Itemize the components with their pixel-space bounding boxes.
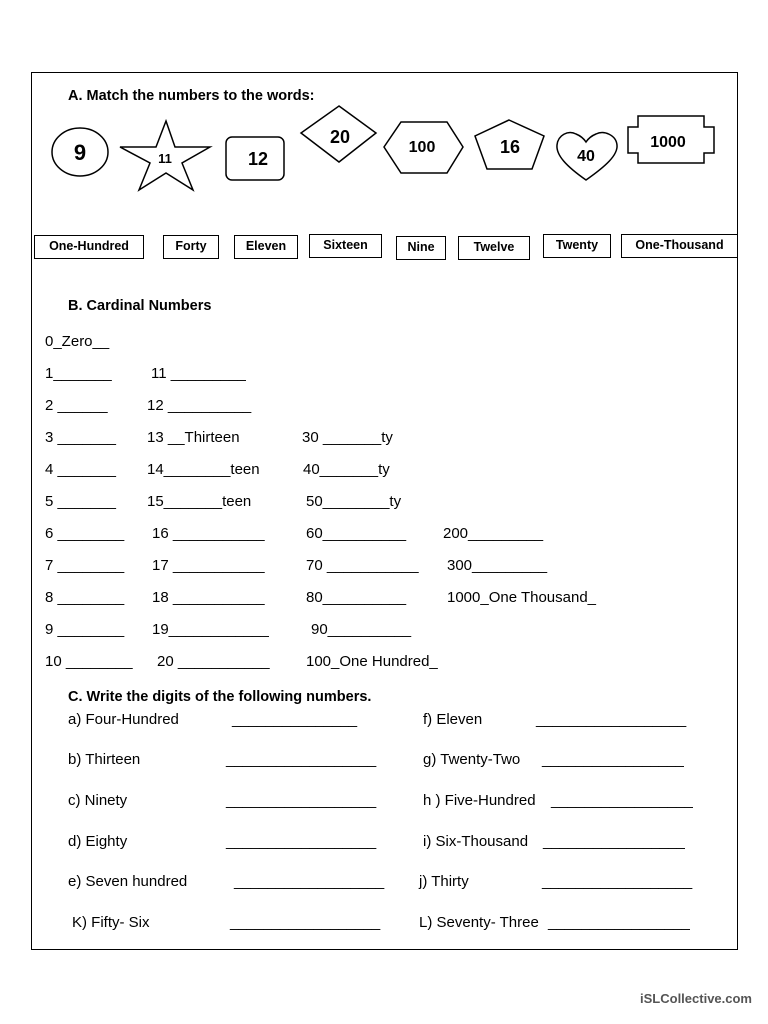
cardinal-line: 40_______ty xyxy=(303,461,390,478)
shape-label: 20 xyxy=(329,127,351,147)
word-box: Twenty xyxy=(543,234,611,258)
digit-item-label: g) Twenty-Two xyxy=(423,751,521,768)
cardinal-line: 50________ty xyxy=(306,493,402,510)
cardinal-line: 70 ___________ xyxy=(306,557,419,574)
cardinal-line: 9 ________ xyxy=(45,621,125,638)
cardinal-line: 1_______ xyxy=(45,365,112,382)
oval-icon xyxy=(52,128,108,176)
cardinal-line: 16 ___________ xyxy=(152,525,265,542)
cardinal-line: 17 ___________ xyxy=(152,557,265,574)
number-shapes xyxy=(0,0,768,200)
digit-item-label: b) Thirteen xyxy=(68,751,141,768)
shape-label: 12 xyxy=(247,149,269,169)
shape-label: 11 xyxy=(158,151,172,166)
shape-label: 40 xyxy=(577,148,595,165)
cardinal-line: 12 __________ xyxy=(147,397,252,414)
answer-blank: _________________ xyxy=(542,751,684,768)
cardinal-line: 30 _______ty xyxy=(302,429,393,446)
cardinal-line: 200_________ xyxy=(443,525,544,542)
answer-blank: __________________ xyxy=(226,792,377,809)
cardinal-line: 3 _______ xyxy=(45,429,116,446)
shape-label: 9 xyxy=(73,140,87,165)
word-box: Forty xyxy=(163,235,219,259)
watermark[interactable]: iSLCollective.com xyxy=(640,991,752,1006)
star-icon xyxy=(120,121,210,190)
answer-blank: __________________ xyxy=(230,914,381,931)
cardinal-line: 10 ________ xyxy=(45,653,133,670)
cardinal-line: 19____________ xyxy=(152,621,269,638)
cardinal-line: 2 ______ xyxy=(45,397,108,414)
hexagon-icon xyxy=(384,122,463,173)
cardinal-line: 0_Zero__ xyxy=(45,333,110,350)
word-box: Sixteen xyxy=(309,234,382,258)
answer-blank: __________________ xyxy=(542,873,693,890)
word-box: Eleven xyxy=(234,235,298,259)
cardinal-line: 100_One Hundred_ xyxy=(306,653,438,670)
cardinal-line: 5 _______ xyxy=(45,493,116,510)
cardinal-line: 18 ___________ xyxy=(152,589,265,606)
answer-blank: __________________ xyxy=(226,751,377,768)
digit-item-label: d) Eighty xyxy=(68,833,128,850)
cardinal-line: 1000_One Thousand_ xyxy=(447,589,597,606)
word-box: Twelve xyxy=(458,236,530,260)
section-c-heading: C. Write the digits of the following numbers. xyxy=(68,689,372,705)
shape-label: 16 xyxy=(499,137,521,157)
worksheet-frame xyxy=(31,72,738,950)
answer-blank: _________________ xyxy=(548,914,690,931)
shape-label: 1000 xyxy=(650,134,686,151)
word-box: One-Thousand xyxy=(621,234,738,258)
answer-blank: _______________ xyxy=(232,711,358,728)
answer-blank: __________________ xyxy=(226,833,377,850)
cardinal-line: 80__________ xyxy=(306,589,407,606)
cardinal-line: 20 ___________ xyxy=(157,653,270,670)
cardinal-line: 13 __Thirteen xyxy=(147,429,240,446)
digit-item-label: K) Fifty- Six xyxy=(72,914,150,931)
digit-item-label: L) Seventy- Three xyxy=(419,914,539,931)
digit-item-label: h ) Five-Hundred xyxy=(423,792,536,809)
digit-item-label: e) Seven hundred xyxy=(68,873,188,890)
cardinal-line: 60__________ xyxy=(306,525,407,542)
digit-item-label: i) Six-Thousand xyxy=(423,833,529,850)
cardinal-line: 7 ________ xyxy=(45,557,125,574)
diamond-icon xyxy=(301,106,376,162)
cross-plaque-icon xyxy=(628,116,714,163)
answer-blank: __________________ xyxy=(536,711,687,728)
cardinal-line: 300_________ xyxy=(447,557,548,574)
cardinal-line: 6 ________ xyxy=(45,525,125,542)
word-box: Nine xyxy=(396,236,446,260)
digit-item-label: f) Eleven xyxy=(423,711,483,728)
cardinal-line: 15_______teen xyxy=(147,493,252,510)
section-a-heading: A. Match the numbers to the words: xyxy=(68,88,315,104)
cardinal-line: 11 _________ xyxy=(151,365,246,382)
cardinal-line: 8 ________ xyxy=(45,589,125,606)
word-box: One-Hundred xyxy=(34,235,144,259)
answer-blank: _________________ xyxy=(551,792,693,809)
pentagon-icon xyxy=(475,120,544,169)
cardinal-line: 4 _______ xyxy=(45,461,116,478)
heart-icon xyxy=(557,133,617,180)
digit-item-label: c) Ninety xyxy=(68,792,128,809)
rounded-square-icon xyxy=(226,137,284,180)
answer-blank: _________________ xyxy=(543,833,685,850)
answer-blank: __________________ xyxy=(234,873,385,890)
cardinal-line: 14________teen xyxy=(147,461,260,478)
digit-item-label: j) Thirty xyxy=(419,873,469,890)
cardinal-line: 90__________ xyxy=(311,621,412,638)
shape-label: 100 xyxy=(408,139,436,156)
digit-item-label: a) Four-Hundred xyxy=(68,711,179,728)
section-b-heading: B. Cardinal Numbers xyxy=(68,298,212,314)
